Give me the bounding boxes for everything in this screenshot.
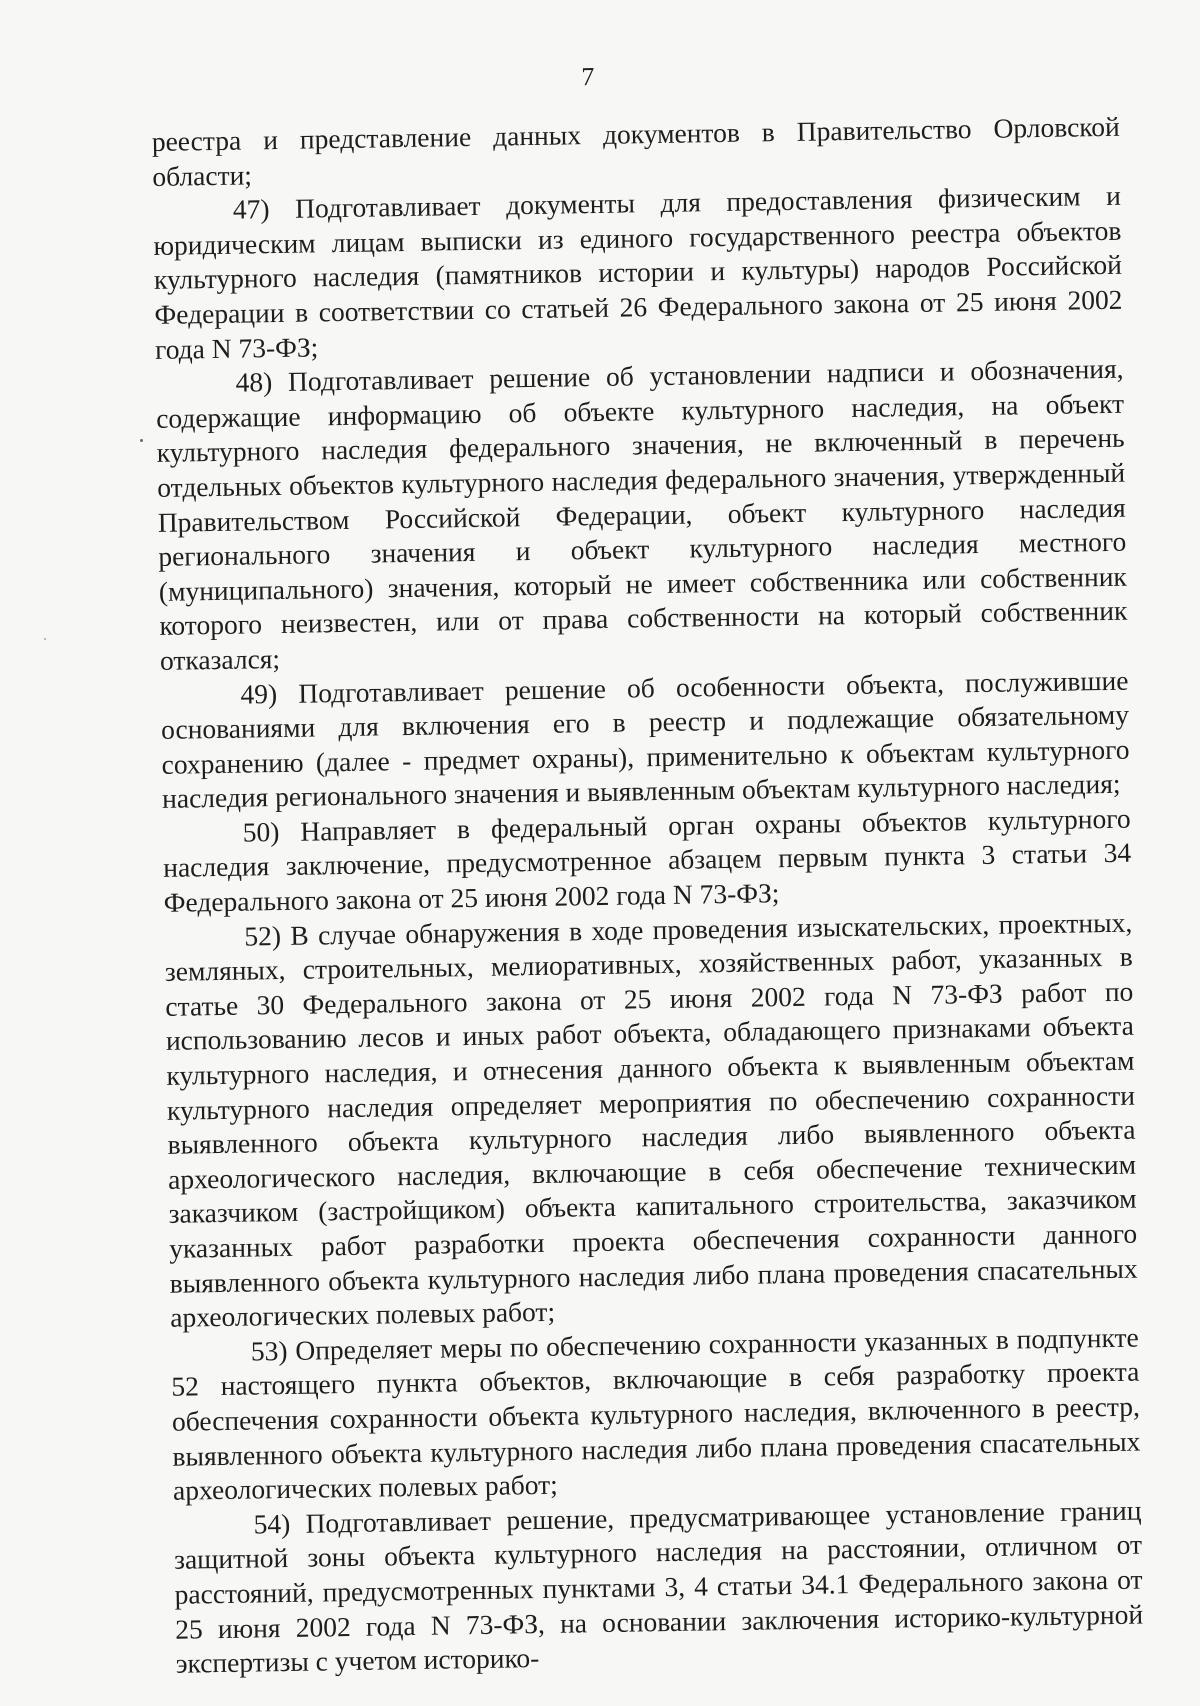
- scan-speck: [44, 638, 46, 640]
- page-number: 7: [581, 61, 595, 92]
- paragraph-52: 52) В случае обнаружения в ходе проведения изыскательских, проектных, земляных, строительных, мелиоративных, хозяйственных работ, указанных в статье 30 Федерального закона от 25 июня 2002 года N 73-ФЗ работ по использованию лесов и иных работ объекта, обладающего признаками объекта культурного наследия, и отнесения данного объекта к выявленным объектам культурного наследия определяет мероприятия по обеспечению сохранности выявленного объекта культурного наследия либо выявленного объекта археологического наследия, включающие в себя обеспечение техническим заказчиком (застройщиком) объекта капитального строительства, заказчиком указанных работ разработки проекта обеспечения сохранности данного выявленного объекта культурного наследия либо плана проведения спасательных археологических полевых работ;: [164, 906, 1138, 1333]
- paragraph-48: 48) Подготавливает решение об установлении надписи и обозначения, содержащие информацию об объекте культурного наследия, на объект культурного наследия федерального значения, не включенный в перечень отдельных объектов культурного наследия федерального значения, утвержденный Правительством Российской Федерации, объект культурного наследия регионального значения и объект культурного наследия местного (муниципального) значения, который не имеет собственника или собственник которого неизвестен, или от права собственности на который собственник отказался;: [155, 352, 1128, 676]
- scan-speck: [140, 439, 143, 442]
- paragraph-continuation: реестра и представление данных документов в Правительство Орловской области;: [151, 110, 1120, 192]
- paragraph-49: 49) Подготавливает решение об особенности объекта, послужившие основаниями для включения его в реестр и подлежащие обязательному сохранению (далее - предмет охраны), применительно к объектам культурного наследия регионального значения и выявленным объектам культурного наследия;: [160, 664, 1130, 815]
- paragraph-54: 54) Подготавливает решение, предусматривающее установление границ защитной зоны объекта культурного наследия на расстоянии, отличном от расстояний, предусмотренных пунктами 3, 4 статьи 34.1 Федерального закона от 25 июня 2002 года N 73-ФЗ, на основании заключения историко-культурной экспертизы с учетом историко-: [173, 1494, 1144, 1679]
- paragraph-47: 47) Подготавливает документы для предоставления физическим и юридическим лицам выписки из единого государственного реестра объектов культурного наследия (памятников истории и культуры) народов Российской Федерации в соответствии со статьей 26 Федерального закона от 25 июня 2002 года N 73-ФЗ;: [153, 179, 1123, 365]
- paragraph-50: 50) Направляет в федеральный орган охраны объектов культурного наследия заключение, предусмотренное абзацем первым пункта 3 статьи 34 Федерального закона от 25 июня 2002 года N 73-ФЗ;: [162, 802, 1132, 918]
- document-body: [152, 110, 1144, 1682]
- paragraph-53: 53) Определяет меры по обеспечению сохранности указанных в подпункте 52 настоящего пункта объектов, включающие в себя разработку проекта обеспечения сохранности объекта культурного наследия, включенного в реестр, выявленного объекта культурного наследия либо плана проведения спасательных археологических полевых работ;: [171, 1321, 1141, 1506]
